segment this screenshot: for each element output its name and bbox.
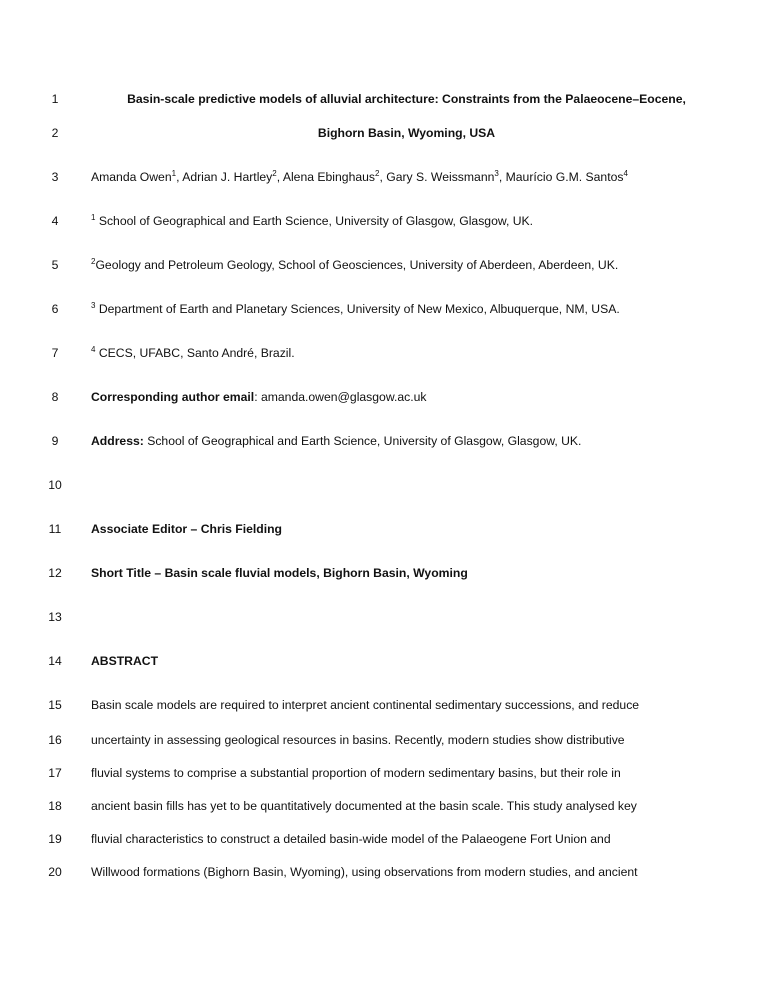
line-number: 18 [48, 799, 62, 813]
affiliation-3: $^3$ Department of Earth and Planetary Sciences, University of New Mexico, Albuquerque, NM, USA. [91, 300, 620, 316]
line-number: 19 [48, 832, 62, 846]
manuscript-line-4 [0, 211, 773, 231]
short-title: Short Title – Basin scale fluvial models, Bighorn Basin, Wyoming [91, 566, 468, 580]
address [91, 431, 733, 451]
line-number: 8 [51, 390, 59, 404]
abstract-text-line: fluvial characteristics to construct a detailed basin-wide model of the Palaeogene Fort Union and [91, 832, 611, 846]
manuscript-line-14 [0, 651, 773, 671]
abstract-text-line: uncertainty in assessing geological resources in basins. Recently, modern studies show distributive [91, 733, 625, 747]
author-affiliation-sup: 3 [494, 168, 499, 178]
manuscript-line-18 [0, 796, 773, 816]
line-number: 6 [51, 302, 59, 316]
address-value: School of Geographical and Earth Science, University of Glasgow, Glasgow, UK. [143, 434, 582, 448]
author-name: Adrian J. Hartley [182, 170, 273, 184]
author-name: Gary S. Weissmann [386, 170, 495, 184]
line-number: 20 [48, 865, 62, 879]
affiliation-2: $^2$Geology and Petroleum Geology, School of Geosciences, University of Aberdeen, Aberdeen, UK. [91, 256, 619, 272]
line-number: 2 [51, 126, 59, 140]
author-name: Maurício G.M. Santos [505, 170, 624, 184]
manuscript-line-2 [0, 123, 773, 143]
line-number: 9 [51, 434, 59, 448]
manuscript-line-20 [0, 862, 773, 882]
manuscript-line-10 [0, 475, 773, 495]
affiliation-1: $^1$ School of Geographical and Earth Science, University of Glasgow, Glasgow, UK. [91, 212, 534, 228]
abstract-heading: ABSTRACT [91, 654, 159, 668]
line-number: 14 [48, 654, 62, 668]
author-affiliation-sup: 1 [171, 168, 177, 178]
author-affiliation-sup: 2 [375, 168, 380, 178]
author-list: Amanda Owen$^1$, Adrian J. Hartley$^2$, Alena Ebinghaus$^2$, Gary S. Weissmann$^3$, Maurício G.M. Santos$^4$ [91, 168, 628, 184]
line-number: 11 [48, 522, 62, 536]
title-line-1: Basin-scale predictive models of alluvial architecture: Constraints from the Palaeocene–Eocene, [127, 92, 686, 106]
manuscript-line-9 [0, 431, 773, 451]
line-number: 12 [48, 566, 62, 580]
address-label: Address: [91, 434, 144, 448]
line-number: 5 [51, 258, 59, 272]
manuscript-line-11 [0, 519, 773, 539]
line-number: 17 [48, 766, 62, 780]
abstract-text-line: Willwood formations (Bighorn Basin, Wyoming), using observations from modern studies, and ancient [91, 865, 638, 879]
line-number: 10 [48, 478, 62, 492]
manuscript-line-15 [0, 695, 773, 715]
manuscript-line-7 [0, 343, 773, 363]
manuscript-line-8 [0, 387, 773, 407]
line-number: 3 [51, 170, 59, 184]
corresponding-author-label: Corresponding author email [91, 390, 255, 404]
line-number: 13 [48, 610, 62, 624]
author-name: Alena Ebinghaus [282, 170, 375, 184]
manuscript-line-6 [0, 299, 773, 319]
abstract-text-line: ancient basin fills has yet to be quantitatively documented at the basin scale. This study analysed key [91, 799, 637, 813]
line-number: 16 [48, 733, 62, 747]
manuscript-line-17 [0, 763, 773, 783]
corresponding-author [91, 387, 733, 407]
associate-editor: Associate Editor – Chris Fielding [91, 522, 282, 536]
line-number: 7 [51, 346, 59, 360]
line-number: 1 [51, 92, 59, 106]
author-name: Amanda Owen [91, 170, 172, 184]
title-line-2: Bighorn Basin, Wyoming, USA [317, 126, 496, 140]
author-affiliation-sup: 2 [272, 168, 277, 178]
manuscript-line-19 [0, 829, 773, 849]
corresponding-author-email: : amanda.owen@glasgow.ac.uk [254, 390, 427, 404]
line-number: 15 [48, 698, 62, 712]
manuscript-line-16 [0, 730, 773, 750]
manuscript-line-5 [0, 255, 773, 275]
manuscript-line-12 [0, 563, 773, 583]
manuscript-line-13 [0, 607, 773, 627]
affiliation-4: $^4$ CECS, UFABC, Santo André, Brazil. [91, 344, 295, 360]
author-affiliation-sup: 4 [623, 168, 628, 178]
manuscript-line-1 [0, 89, 773, 109]
manuscript-line-3 [0, 167, 773, 187]
abstract-text-line: fluvial systems to comprise a substantial proportion of modern sedimentary basins, but their role in [91, 766, 621, 780]
line-number: 4 [51, 214, 59, 228]
abstract-text-line: Basin scale models are required to interpret ancient continental sedimentary successions, and reduce [91, 698, 640, 712]
